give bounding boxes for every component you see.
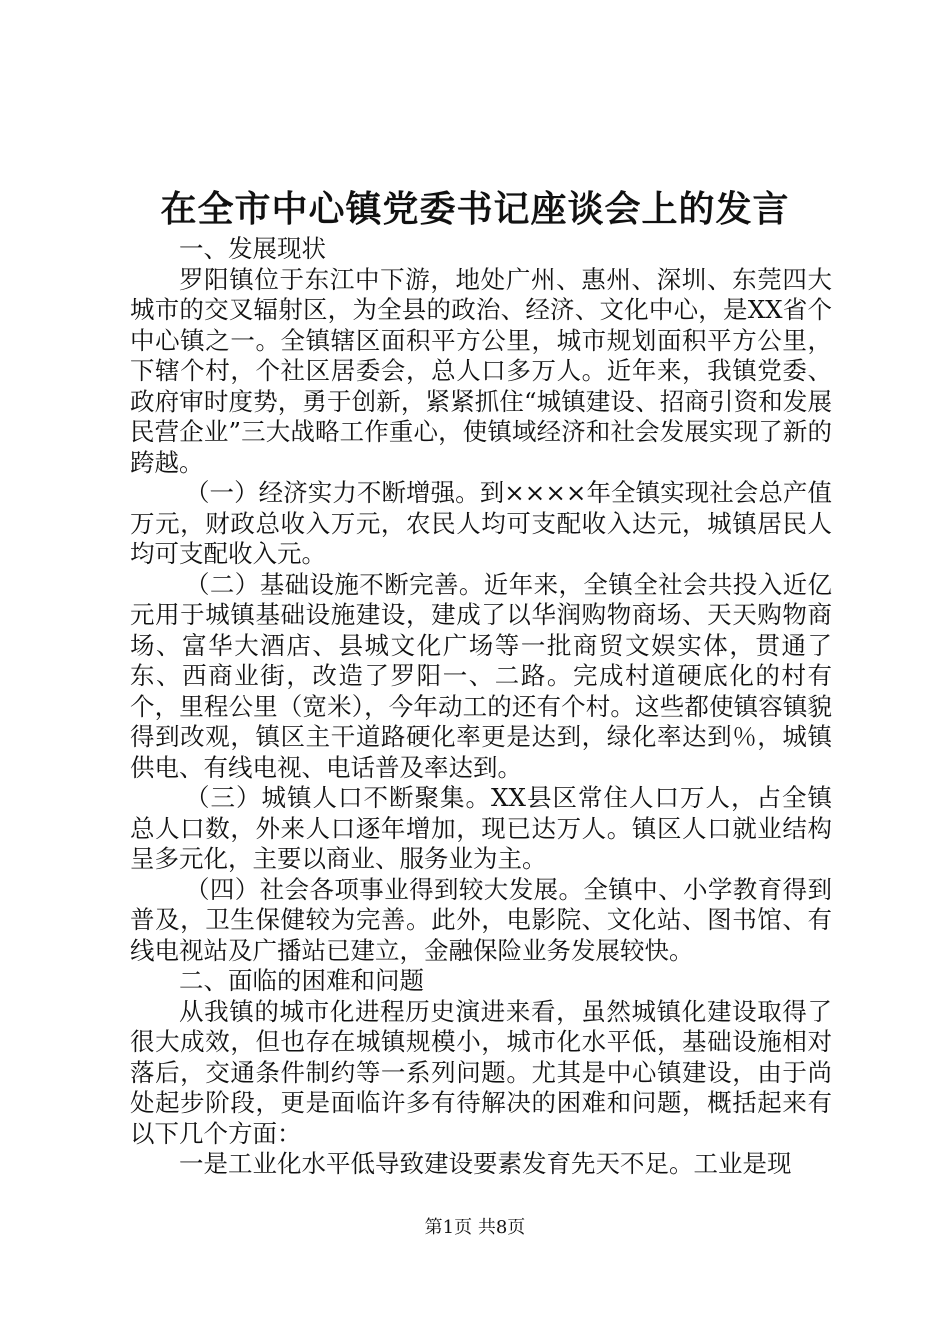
body-paragraph: （三）城镇人口不断聚集。XX县区常住人口万人，占全镇总人口数，外来人口逐年增加，现已达万人。镇区人口就业结构呈多元化，主要以商业、服务业为主。 — [130, 783, 832, 873]
body-paragraph: （四）社会各项事业得到较大发展。全镇中、小学教育得到普及，卫生保健较为完善。此外，电影院、文化站、图书馆、有线电视站及广播站已建立，金融保险业务发展较快。 — [130, 874, 832, 965]
document-body — [130, 234, 832, 1180]
body-paragraph: （一）经济实力不断增强。到××××年全镇实现社会总产值万元，财政总收入万元，农民人均可支配收入达元，城镇居民人均可支配收入元。 — [130, 478, 832, 568]
body-paragraph: 从我镇的城市化进程历史演进来看，虽然城镇化建设取得了很大成效，但也存在城镇规模小，城市化水平低，基础设施相对落后，交通条件制约等一系列问题。尤其是中心镇建设，由于尚处起步阶段，更是面临许多有待解决的困难和问题，概括起来有以下几个方面： — [130, 996, 832, 1148]
body-paragraph: （二）基础设施不断完善。近年来，全镇全社会共投入近亿元用于城镇基础设施建设，建成了以华润购物商场、天天购物商场、富华大酒店、县城文化广场等一批商贸文娱实体，贯通了东、西商业街，改造了罗阳一、二路。完成村道硬底化的村有个，里程公里（宽米），今年动工的还有个村。这些都使镇容镇貌得到改观，镇区主干道路硬化率更是达到，绿化率达到％，城镇供电、有线电视、电话普及率达到。 — [130, 569, 832, 782]
section-heading: 二、面临的困难和问题 — [179, 966, 424, 995]
body-paragraph: 一是工业化水平低导致建设要素发育先天不足。工业是现 — [179, 1149, 792, 1178]
body-paragraph: 罗阳镇位于东江中下游，地处广州、惠州、深圳、东莞四大城市的交叉辐射区，为全县的政治、经济、文化中心，是XX省个中心镇之一。全镇辖区面积平方公里，城市规划面积平方公里，下辖个村，个社区居委会，总人口多万人。近年来，我镇党委、政府审时度势，勇于创新，紧紧抓住“城镇建设、招商引资和发展民营企业”三大战略工作重心，使镇域经济和社会发展实现了新的跨越。 — [130, 264, 832, 477]
document-title: 在全市中心镇党委书记座谈会上的发言 — [160, 188, 790, 230]
section-heading: 一、发展现状 — [179, 234, 326, 263]
page-footer: 第1页 共8页 — [424, 1217, 526, 1238]
